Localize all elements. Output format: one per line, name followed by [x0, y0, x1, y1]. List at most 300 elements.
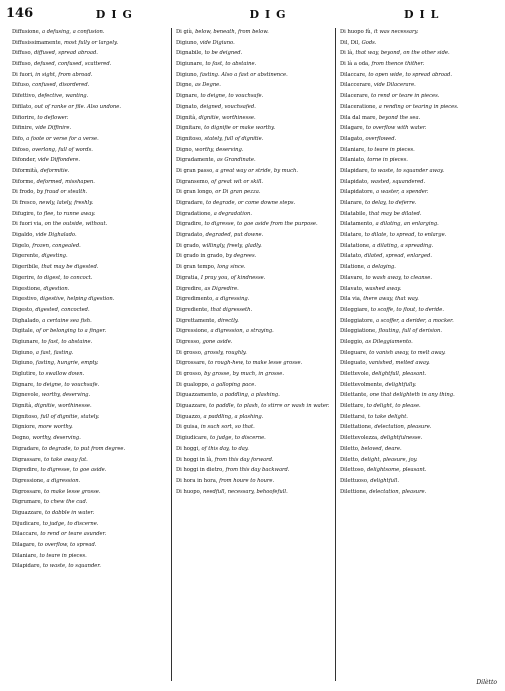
entry-headword: Dilaccerare, — [340, 82, 373, 89]
dictionary-entry — [12, 456, 167, 465]
column-right — [335, 28, 499, 681]
entry-definition: from this day forward. — [214, 456, 274, 463]
entry-definition: a scoffer, a derider, a mocker. — [376, 317, 454, 324]
entry-headword: Di grado, — [176, 242, 201, 249]
entry-headword: Dignitoso, — [176, 135, 203, 142]
entry-headword: Dilettevolmente, — [340, 381, 384, 388]
dictionary-entry — [12, 92, 167, 101]
entry-definition: by grosse, by much, in grosse. — [204, 371, 284, 377]
entry-headword: Di grado in grado, — [176, 253, 225, 260]
entry-definition: digestive, helping digestion. — [39, 296, 115, 303]
entry-headword: Difo, — [12, 135, 25, 142]
entry-headword: Di huopo fù, — [340, 29, 373, 35]
dictionary-entry — [340, 295, 495, 304]
entry-headword: Digratia, — [176, 274, 200, 281]
entry-definition: out of ranke or file. Also undone. — [34, 103, 121, 110]
entry-definition: as Degne. — [194, 82, 221, 89]
entry-headword: Dignitoso, — [12, 413, 39, 420]
entry-definition: to judge, to discerne. — [42, 520, 99, 527]
entry-headword: Dignevole, — [12, 392, 40, 399]
dictionary-entry — [12, 188, 167, 197]
entry-headword: Dilavato, — [340, 285, 364, 292]
entry-definition: to teare in pieces. — [39, 552, 87, 559]
entry-headword: Diffusione, — [12, 29, 41, 35]
dictionary-entry — [340, 156, 495, 165]
entry-headword: Digrassare, — [12, 456, 43, 463]
entry-headword: Diguazzare, — [176, 403, 208, 410]
entry-headword: Di gran passo, — [176, 167, 214, 174]
dictionary-entry — [176, 124, 331, 133]
dictionary-entry — [12, 274, 167, 283]
entry-headword: Dignato, — [176, 103, 199, 110]
entry-definition: delightsome, pleasant. — [366, 467, 427, 474]
dictionary-entry — [340, 466, 495, 475]
entry-definition: deformitie. — [40, 167, 70, 174]
entry-headword: Di giù, — [176, 29, 194, 35]
entry-headword: Difugire, — [12, 210, 36, 217]
dictionary-entry — [340, 274, 495, 283]
dictionary-entry — [12, 498, 167, 507]
entry-definition: flouting, full of derision. — [378, 328, 443, 335]
entry-headword: Digradato, — [176, 232, 204, 239]
entry-headword: Dileggiare, — [340, 306, 370, 313]
dictionary-entry — [176, 285, 331, 294]
entry-definition: a rending or tearing in pieces. — [378, 103, 459, 110]
dictionary-entry — [12, 349, 167, 358]
dictionary-entry — [176, 274, 331, 283]
dictionary-entry — [176, 445, 331, 454]
entry-definition: to digresse, to goe aside. — [40, 467, 107, 474]
dictionary-entry — [176, 327, 331, 336]
dictionary-entry — [12, 370, 167, 379]
dictionary-entry — [12, 338, 167, 347]
entry-definition: I pray you, of kindnesse. — [200, 274, 266, 281]
dictionary-entry — [340, 92, 495, 101]
entry-definition: it was necessary. — [373, 29, 419, 35]
entry-headword: Di grosso, — [176, 349, 203, 356]
dictionary-entry — [12, 220, 167, 229]
dictionary-entry — [176, 199, 331, 208]
entry-headword: Diffuso, — [12, 50, 33, 57]
dictionary-entry — [176, 402, 331, 411]
text-columns — [8, 28, 499, 681]
entry-headword: Dilapidato, — [340, 178, 369, 185]
entry-definition: grossly, roughly. — [204, 349, 247, 356]
entry-headword: Dilaniare, — [12, 552, 38, 559]
entry-definition: deformed, misshapen. — [36, 178, 95, 185]
entry-headword: Dignitare, — [176, 125, 203, 132]
entry-definition: to fast, to abstaine. — [41, 338, 93, 345]
entry-definition: to fast, to abstaine. — [205, 61, 257, 68]
dictionary-entry — [176, 466, 331, 475]
dictionary-entry — [176, 39, 331, 48]
dictionary-entry — [340, 39, 495, 48]
dictionary-entry — [12, 49, 167, 58]
dictionary-entry — [340, 71, 495, 80]
entry-definition: gone aside. — [202, 338, 233, 345]
entry-definition: defused, confused, scattered. — [33, 61, 112, 68]
entry-definition: degraded, put downe. — [205, 232, 264, 239]
entry-headword: Di gran longo, — [176, 189, 214, 196]
dictionary-entry — [340, 370, 495, 379]
entry-definition: in sight, from abroad. — [35, 71, 93, 78]
entry-definition: delight, pleasure, joy. — [361, 456, 418, 463]
dictionary-entry — [12, 488, 167, 497]
entry-definition: delightfull, pleasant. — [371, 371, 427, 377]
entry-headword: Di fuori, — [12, 71, 34, 78]
entry-headword: Digradare, — [12, 445, 41, 452]
entry-headword: Difiorire, — [12, 114, 36, 121]
catchword: Dilètto — [476, 679, 497, 686]
entry-definition: fasting, hungrie, empty. — [35, 360, 99, 367]
entry-headword: Difoso, — [12, 146, 31, 153]
entry-definition: to rend or teare in pieces. — [370, 93, 440, 100]
entry-headword: Digaldo, — [12, 232, 34, 239]
entry-definition: to flee, to runne away. — [36, 210, 96, 217]
entry-definition: to deflower. — [37, 114, 69, 121]
entry-definition: to judge, to discerne. — [209, 435, 266, 442]
entry-headword: Dilettarsi, — [340, 413, 367, 420]
entry-definition: vide Diffinire. — [35, 125, 72, 132]
entry-definition: diffused, spread abroad. — [33, 50, 98, 57]
dictionary-entry — [12, 81, 167, 90]
entry-definition: digested, concocted. — [35, 306, 90, 313]
entry-headword: Digradare, — [176, 200, 205, 206]
dictionary-entry — [340, 28, 495, 37]
dictionary-entry — [340, 188, 495, 197]
entry-definition: overlong, full of words. — [31, 146, 93, 153]
dictionary-entry — [176, 156, 331, 165]
dictionary-entry — [340, 114, 495, 123]
entry-headword: Diguazzo, — [176, 413, 202, 420]
dictionary-entry — [340, 199, 495, 208]
entry-headword: Dileguato, — [340, 360, 368, 367]
entry-definition: newly, lately, freshly. — [38, 200, 94, 206]
dictionary-entry — [176, 423, 331, 432]
entry-definition: to deigne, to vouchsafe. — [36, 381, 100, 388]
entry-headword: Dilaniato, — [340, 157, 366, 164]
entry-headword: Digestivo, — [12, 296, 39, 303]
dictionary-entry — [340, 60, 495, 69]
entry-definition: a digression. — [46, 477, 81, 484]
entry-definition: worthy, deserving. — [41, 392, 91, 399]
entry-headword: Diguazzare, — [12, 509, 44, 516]
entry-headword: Di hoggi, — [176, 445, 200, 452]
dictionary-entry — [340, 488, 495, 497]
dictionary-entry — [176, 231, 331, 240]
entry-definition: or Di gran pezza. — [215, 189, 261, 196]
entry-headword: Di guisa, — [176, 424, 200, 431]
dictionary-entry — [12, 285, 167, 294]
entry-headword: Digrossare, — [176, 360, 207, 367]
entry-definition: in such sort, so that. — [200, 424, 255, 431]
entry-definition: to paddle, to plash, to stirre or wash in water. — [209, 403, 330, 410]
entry-headword: Digiuno, — [176, 39, 199, 46]
entry-definition: torne in pieces. — [367, 157, 408, 164]
entry-headword: Di hoggi in là, — [176, 456, 213, 463]
entry-definition: to rough-hew, to make lesse grosse. — [208, 360, 303, 367]
entry-headword: Di fresco, — [12, 200, 38, 206]
entry-headword: Degno, — [12, 435, 31, 442]
dictionary-entry — [12, 423, 167, 432]
entry-definition: to digresse, to goe aside from the purpose. — [204, 221, 318, 228]
entry-definition: a degradation. — [213, 210, 253, 217]
dictionary-entry — [340, 317, 495, 326]
entry-definition: delectation, pleasure. — [374, 424, 432, 431]
entry-headword: Dilettatione, — [340, 424, 373, 431]
dictionary-entry — [340, 285, 495, 294]
entry-headword: Dignità, — [176, 114, 197, 121]
entry-headword: Dileguare, — [340, 349, 368, 356]
dictionary-entry — [12, 28, 167, 37]
dictionary-entry — [340, 381, 495, 390]
entry-definition: worthy, deserving. — [194, 146, 244, 153]
entry-definition: delightfully. — [385, 381, 417, 388]
entry-headword: Difettivo, — [12, 93, 37, 100]
dictionary-entry — [176, 178, 331, 187]
entry-definition: by degrees. — [225, 253, 257, 260]
dictionary-entry — [12, 124, 167, 133]
dictionary-entry — [12, 263, 167, 272]
dictionary-entry — [176, 263, 331, 272]
dictionary-entry — [176, 338, 331, 347]
dictionary-entry — [340, 81, 495, 90]
entry-definition: full of dignitie, stately. — [40, 413, 100, 420]
entry-definition: delectation, pleasure. — [369, 488, 427, 495]
dictionary-entry — [340, 445, 495, 454]
running-head-center: DIG — [249, 8, 292, 21]
dictionary-entry — [176, 103, 331, 112]
entry-definition: to delay, to deferre. — [365, 200, 417, 206]
entry-headword: Dila via, — [340, 296, 362, 303]
entry-definition: stately, full of dignitie. — [204, 135, 264, 142]
entry-headword: Digiunare, — [176, 61, 204, 68]
entry-definition: beyond the sea. — [378, 114, 421, 121]
entry-headword: Digrettamente, — [176, 317, 217, 324]
entry-definition: long since. — [217, 264, 246, 271]
page-header — [6, 2, 501, 24]
entry-definition: to swallow down. — [38, 371, 85, 377]
dictionary-entry — [176, 317, 331, 326]
entry-headword: Dighalado, — [12, 317, 41, 324]
entry-headword: Diformità, — [12, 167, 39, 174]
dictionary-entry — [340, 103, 495, 112]
dictionary-entry — [176, 242, 331, 251]
dictionary-entry — [340, 263, 495, 272]
entry-headword: Digerire, — [12, 274, 36, 281]
entry-headword: Digiuno, — [12, 360, 35, 367]
entry-definition: of this day, to day. — [201, 445, 249, 452]
entry-definition: to wash away, to cleanse. — [365, 274, 432, 281]
entry-headword: Dileggiatione, — [340, 328, 377, 335]
entry-headword: Dileggiatore, — [340, 317, 375, 324]
dictionary-entry — [176, 370, 331, 379]
entry-definition: a galloping pace. — [211, 381, 257, 388]
entry-definition: a defusing, a confusion. — [42, 29, 105, 35]
entry-headword: Diglutire, — [12, 371, 38, 377]
entry-definition: to digest, to concoct. — [37, 274, 93, 281]
entry-headword: Dilettuoso, — [340, 477, 369, 484]
dictionary-entry — [340, 146, 495, 155]
entry-definition: dignitie, worthinesse. — [198, 114, 256, 121]
dictionary-entry — [12, 242, 167, 251]
entry-headword: Dilavare, — [340, 274, 364, 281]
entry-headword: Dilatione, — [340, 264, 366, 271]
entry-headword: Digrediente, — [176, 306, 209, 313]
entry-definition: a waster, a spender. — [376, 189, 429, 196]
entry-definition: vide Digiuno. — [199, 39, 235, 46]
entry-headword: Dignare, — [176, 93, 199, 100]
entry-definition: confused, disordered. — [32, 82, 90, 89]
entry-headword: Digredire, — [176, 285, 203, 292]
dictionary-entry — [12, 210, 167, 219]
entry-headword: Digiunare, — [12, 338, 40, 345]
entry-definition: on the outside, without. — [44, 221, 108, 228]
entry-definition: to overflow with water. — [365, 125, 427, 132]
entry-definition: to dilate, to spread, to enlarge. — [364, 232, 447, 239]
entry-headword: Digransemo, — [176, 178, 210, 185]
entry-definition: to take delight. — [367, 413, 408, 420]
dictionary-entry — [12, 114, 167, 123]
entry-headword: Dilatamento, — [340, 221, 374, 228]
dictionary-entry — [340, 456, 495, 465]
entry-definition: wasted, squandered. — [370, 178, 426, 185]
entry-headword: Dilarare, — [340, 200, 364, 206]
entry-headword: Dila dal mare, — [340, 114, 378, 121]
entry-headword: Digradire, — [176, 221, 203, 228]
dictionary-entry — [176, 295, 331, 304]
dictionary-entry — [12, 520, 167, 529]
entry-headword: Dilaceratione, — [340, 103, 378, 110]
entry-headword: Dilaniare, — [340, 146, 366, 153]
entry-headword: Di fuori via, — [12, 221, 43, 228]
entry-definition: frozen, congealed. — [32, 242, 81, 249]
entry-headword: Difilato, — [12, 103, 33, 110]
entry-headword: Difonder, — [12, 157, 37, 164]
column-middle — [171, 28, 335, 681]
dictionary-entry — [12, 466, 167, 475]
entry-definition: that may be dilated. — [368, 210, 422, 217]
entry-headword: Dil, Dil, — [340, 39, 360, 46]
entry-headword: Dilapidare, — [12, 563, 42, 570]
dictionary-entry — [12, 103, 167, 112]
dictionary-entry — [340, 178, 495, 187]
dictionary-entry — [176, 135, 331, 144]
dictionary-entry — [340, 359, 495, 368]
dictionary-entry — [340, 49, 495, 58]
entry-definition: from this day backward. — [225, 467, 290, 474]
dictionary-entry — [12, 477, 167, 486]
dictionary-entry — [176, 49, 331, 58]
entry-definition: fasting. Also a fast or abstinence. — [199, 71, 288, 78]
entry-headword: Dilatatione, — [340, 242, 371, 249]
dictionary-entry — [176, 28, 331, 37]
entry-definition: to degrade, or come downe steps. — [205, 200, 296, 206]
dictionary-entry — [12, 135, 167, 144]
dictionary-entry — [12, 306, 167, 315]
entry-headword: Dilagare, — [340, 125, 365, 132]
entry-definition: beloved, deare. — [361, 445, 402, 452]
entry-headword: Dignare, — [12, 381, 35, 388]
dictionary-entry — [12, 167, 167, 176]
entry-definition: delightfulnesse. — [380, 435, 423, 442]
entry-headword: Digitale, — [12, 328, 35, 335]
entry-headword: Di gualoppo, — [176, 381, 210, 388]
entry-headword: Dilatato, — [340, 253, 363, 260]
dictionary-entry — [12, 327, 167, 336]
entry-headword: Di là a oda, — [340, 61, 370, 68]
entry-headword: Di hoggi in dietro, — [176, 467, 224, 474]
entry-definition: to chew the cud. — [43, 499, 88, 506]
dictionary-entry — [340, 423, 495, 432]
entry-headword: Dilatare, — [340, 232, 363, 239]
dictionary-entry — [12, 402, 167, 411]
dictionary-entry — [12, 381, 167, 390]
entry-headword: Dilagato, — [340, 135, 364, 142]
entry-headword: Dilettare, — [340, 403, 366, 410]
entry-definition: directly. — [217, 317, 239, 324]
entry-definition: Gods. — [361, 39, 377, 46]
dictionary-entry — [176, 349, 331, 358]
entry-definition: to make lesse grosse. — [44, 488, 101, 495]
dictionary-entry — [340, 477, 495, 486]
entry-definition: that digresseth. — [210, 306, 253, 313]
entry-headword: Digiudicare, — [176, 435, 209, 442]
entry-headword: Dilatabile, — [340, 210, 368, 217]
entry-definition: there away, that way. — [363, 296, 419, 303]
entry-headword: Di huopo, — [176, 488, 202, 495]
dictionary-entry — [340, 220, 495, 229]
entry-definition: overflowed. — [365, 135, 397, 142]
entry-definition: to delight, to please. — [366, 403, 421, 410]
entry-definition: vide Dighalado. — [35, 232, 77, 239]
entry-definition: to waste, to squander away. — [370, 167, 444, 174]
entry-headword: Diletto, — [340, 445, 360, 452]
entry-headword: Digredimento, — [176, 296, 214, 303]
entry-headword: Dilagare, — [12, 542, 37, 548]
dictionary-entry — [12, 552, 167, 561]
dictionary-entry — [340, 306, 495, 315]
entry-definition: to overflow, to spread. — [37, 542, 97, 548]
entry-definition: as Grandinate. — [216, 157, 256, 164]
dictionary-entry — [176, 306, 331, 315]
entry-headword: Dileggio, — [340, 338, 364, 345]
entry-definition: as Dileggiamento. — [365, 338, 413, 345]
entry-headword: Diguazzamento, — [176, 392, 219, 399]
entry-definition: that may be digested. — [41, 264, 99, 271]
entry-headword: Dilettevolezza, — [340, 435, 379, 442]
running-head-right: DIL — [403, 8, 445, 21]
entry-definition: washed away. — [365, 285, 402, 292]
entry-definition: digesting. — [41, 253, 68, 260]
dictionary-entry — [12, 413, 167, 422]
entry-definition: a delaying. — [367, 264, 396, 271]
entry-headword: Dignità, — [12, 403, 33, 410]
dictionary-entry — [176, 71, 331, 80]
entry-headword: Di là, — [340, 50, 354, 57]
dictionary-entry — [12, 295, 167, 304]
entry-headword: Digestione, — [12, 285, 42, 292]
entry-headword: Dilacerare, — [340, 93, 370, 100]
entry-headword: Dijudicare, — [12, 520, 41, 527]
dictionary-entry — [340, 167, 495, 176]
dictionary-entry — [340, 242, 495, 251]
entry-definition: vide Diffondere. — [37, 157, 80, 164]
entry-definition: by fraud or stealth. — [36, 189, 88, 196]
dictionary-entry — [176, 60, 331, 69]
entry-definition: of great wit or skill. — [211, 178, 264, 185]
entry-definition: to degrade, to put from degree. — [41, 445, 126, 452]
